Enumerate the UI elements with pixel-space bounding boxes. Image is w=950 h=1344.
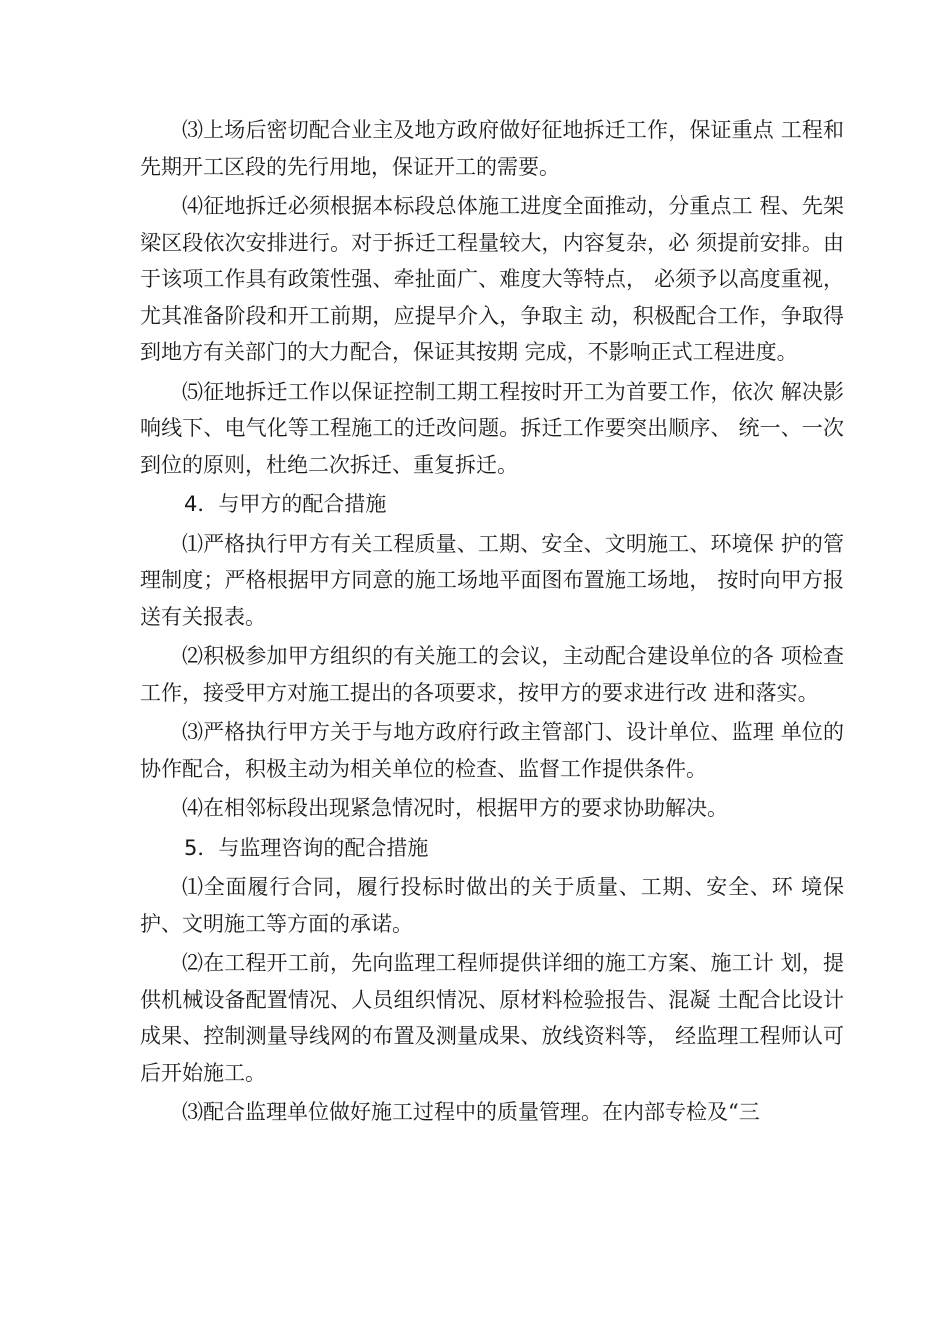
- paragraph-supervision-1: ⑴全面履行合同，履行投标时做出的关于质量、工期、安全、环 境保护、文明施工等方面的承诺。: [140, 875, 844, 936]
- paragraph-3-land-acquisition-cooperation: ⑶上场后密切配合业主及地方政府做好征地拆迁工作，保证重点 工程和先期开工区段的先行用地，保证开工的需要。: [140, 118, 844, 179]
- paragraph-supervision-2: ⑵在工程开工前，先向监理工程师提供详细的施工方案、施工计 划，提供机械设备配置情况、人员组织情况、原材料检验报告、混凝 土配合比设计成果、控制测量导线网的布置及测量成果、放线资料等， 经监理工程师认可后开始施工。: [140, 951, 844, 1085]
- paragraph-owner-1: ⑴严格执行甲方有关工程质量、工期、安全、文明施工、环境保 护的管理制度；严格根据甲方同意的施工场地平面图布置施工场地， 按时向甲方报送有关报表。: [140, 531, 844, 629]
- paragraph-5-demolition-priority: ⑸征地拆迁工作以保证控制工期工程按时开工为首要工作，依次 解决影响线下、电气化等工程施工的迁改问题。拆迁工作要突出顺序、 统一、一次到位的原则，杜绝二次拆迁、重复拆迁。: [140, 379, 844, 477]
- paragraph-supervision-3: ⑶配合监理单位做好施工过程中的质量管理。在内部专检及“三: [182, 1100, 760, 1124]
- paragraph-owner-3: ⑶严格执行甲方关于与地方政府行政主管部门、设计单位、监理 单位的协作配合，积极主动为相关单位的检查、监督工作提供条件。: [140, 720, 844, 781]
- section-heading-owner-cooperation: 4．与甲方的配合措施: [184, 492, 387, 516]
- paragraph-4-demolition-schedule: ⑷征地拆迁必须根据本标段总体施工进度全面推动，分重点工 程、先架梁区段依次安排进行。对于拆迁工程量较大，内容复杂，必 须提前安排。由于该项工作具有政策性强、牵扯面广、难度大等特点， 必须予以高度重视，尤其准备阶段和开工前期，应提早介入，争取主 动，积极配合工作，争取得到地方有关部门的大力配合，保证其按期 完成，不影响正式工程进度。: [140, 194, 844, 364]
- document-page: [140, 112, 844, 1134]
- section-heading-supervision-cooperation: 5．与监理咨询的配合措施: [184, 835, 429, 860]
- paragraph-owner-4: ⑷在相邻标段出现紧急情况时，根据甲方的要求协助解决。: [182, 796, 728, 820]
- paragraph-owner-2: ⑵积极参加甲方组织的有关施工的会议，主动配合建设单位的各 项检查工作，接受甲方对施工提出的各项要求，按甲方的要求进行改 进和落实。: [140, 644, 844, 705]
